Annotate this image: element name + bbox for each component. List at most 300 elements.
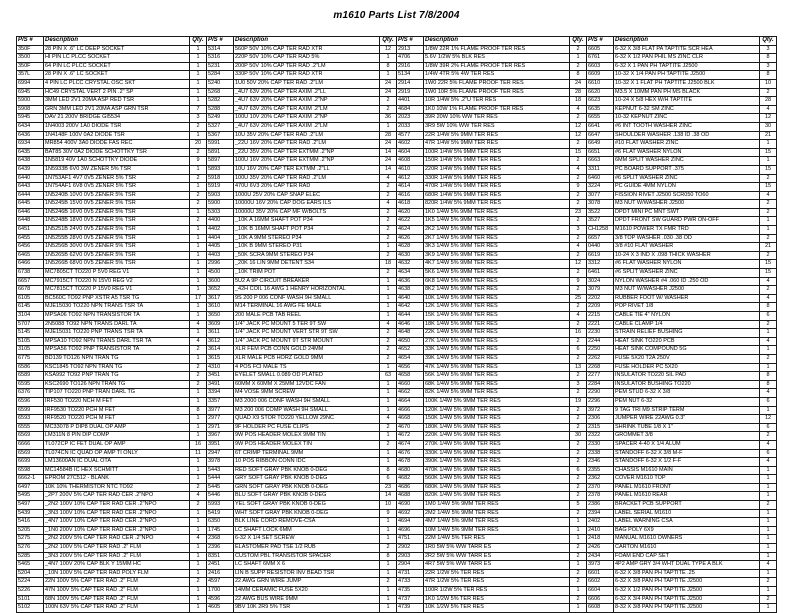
cell-description: 1N4003 200V 1A0 DIODE TSR — [44, 122, 190, 131]
cell-part-number: 2394 — [587, 509, 614, 518]
cell-qty: 1 — [760, 587, 777, 596]
cell-qty: 12 — [570, 122, 587, 131]
cell-description: M14 TERMINAL 16 AWG FE MALE — [234, 303, 380, 312]
cell-qty: 2 — [760, 88, 777, 97]
cell-qty: 28 — [570, 88, 587, 97]
header-row — [17, 37, 777, 46]
table-row — [17, 294, 777, 303]
cell-qty: 2 — [570, 578, 587, 587]
cell-part-number: 4672 — [397, 432, 424, 441]
cell-part-number: 3522 — [587, 208, 614, 217]
cell-description: 82K 1/4W 5% 9MM TER RES — [424, 389, 570, 398]
cell-description: M3 2000 006 CONF WASH 9H SMALL — [234, 397, 380, 406]
cell-part-number: 3224 — [587, 183, 614, 192]
cell-description: _4U7 63V 20% CAP TER AXIM .2"LL — [234, 88, 380, 97]
cell-part-number: 4688 — [397, 492, 424, 501]
cell-qty: 6 — [760, 397, 777, 406]
cell-description: PC GUIDE 4MM NYLON — [614, 183, 760, 192]
table-row — [17, 509, 777, 518]
cell-qty: 20 — [190, 140, 207, 149]
cell-qty: 4 — [760, 277, 777, 286]
cell-description: 220R 1/4W 5% 9MM TER RES — [424, 165, 570, 174]
cell-qty: 1 — [380, 604, 397, 613]
cell-qty: 2 — [380, 226, 397, 235]
cell-qty: 4 — [760, 440, 777, 449]
cell-qty: 1 — [760, 466, 777, 475]
cell-description: 39K 1/4W 5% 9MM TER RES — [424, 354, 570, 363]
cell-description: _10K B 9MM STEREO P31 — [234, 243, 380, 252]
cell-qty: 1 — [190, 251, 207, 260]
table-row — [17, 432, 777, 441]
cell-description: TL074CN IC QUAD OP AMP TI ONLY — [44, 449, 190, 458]
cell-qty: 1 — [380, 458, 397, 467]
cell-qty: 4 — [760, 458, 777, 467]
cell-part-number: 4620 — [397, 208, 424, 217]
cell-qty: 1 — [760, 483, 777, 492]
cell-description: _3N3 200V 5% CAP TER RAD .2" FLM — [44, 552, 190, 561]
cell-description: 1N753AF1 4V7 0V5 ZENER 5% TSR — [44, 174, 190, 183]
table-row — [17, 320, 777, 329]
cell-description: 470U 6V3 20% CAP TER RAD — [234, 183, 380, 192]
cell-description: 100R 1/4W 5% 9MM TER RES — [424, 148, 570, 157]
cell-description: 820R 1/4W 5% 9MM TER RES — [424, 200, 570, 209]
cell-description: 1K0 10W 1% FLAME PROOF TER RES — [424, 105, 570, 114]
cell-part-number: 6456 — [17, 243, 44, 252]
cell-qty: 2 — [190, 122, 207, 131]
cell-qty: 4 — [380, 200, 397, 209]
cell-qty: 1 — [380, 587, 397, 596]
cell-description: 6-32 X 1 PAN PH TAPTITE J2500 — [614, 62, 760, 71]
cell-description: MC14584B IC HEX SCHMITT — [44, 466, 190, 475]
cell-description: NYLON WASHER #4 .060 ID .250 OD — [614, 277, 760, 286]
table-row — [17, 62, 777, 71]
cell-part-number: 3500 — [17, 54, 44, 63]
cell-part-number: 2023 — [397, 114, 424, 123]
cell-qty: 16 — [570, 329, 587, 338]
cell-description: TIP107 TO220 PNP TRAN DARL TG — [44, 389, 190, 398]
cell-qty: 9 — [570, 183, 587, 192]
cell-qty: 1 — [190, 561, 207, 570]
cell-description: BRACKET PCB SUPPORT — [614, 501, 760, 510]
cell-description: 47N 100V 5% CAP TER RAD .2" FLM — [44, 587, 190, 596]
cell-description: 560K 1/4W 5% 9MM TER RES — [424, 475, 570, 484]
cell-qty: 2 — [380, 208, 397, 217]
cell-description: _22U 16V 20% CAP TER RAD .2"LM — [234, 140, 380, 149]
cell-part-number: 2434 — [587, 552, 614, 561]
cell-part-number: 6606 — [587, 595, 614, 604]
cell-part-number: 5445 — [207, 483, 234, 492]
cell-qty: 1 — [190, 432, 207, 441]
cell-qty: 1 — [190, 389, 207, 398]
cell-qty: 2 — [570, 286, 587, 295]
cell-part-number: 6647 — [587, 131, 614, 140]
cell-qty: 23 — [380, 483, 397, 492]
cell-description: _4U7 63V 20% CAP TER AXIM .2"NP — [234, 97, 380, 106]
cell-qty: 1 — [380, 286, 397, 295]
cell-description: _1N0 200V 10% CAP TER RAD CER .2"NPO — [44, 526, 190, 535]
cell-description: _50K SCRA 9MM STEREO P34 — [234, 251, 380, 260]
cell-description: RUBBER FOOT W/ WASHER — [614, 294, 760, 303]
cell-qty: 1 — [760, 140, 777, 149]
cell-description: 2R2 5W 5% WW TARR ES — [424, 552, 570, 561]
cell-description: 3/8 #10 FLAT WASHER — [614, 243, 760, 252]
cell-qty: 8 — [380, 466, 397, 475]
cell-description: 6T CRIMP TERMINAL 9MM — [234, 449, 380, 458]
cell-part-number: 1700 — [207, 587, 234, 596]
cell-part-number: 5282 — [207, 97, 234, 106]
cell-description: 330P 50V 10% CAP TER RAD XTR — [234, 71, 380, 80]
cell-description: _4N7 100V 20% CAP BLK Y 15MM HC — [44, 561, 190, 570]
cell-qty: 3 — [190, 114, 207, 123]
cell-description: 100K 1/4W 5% 9MM TER RES — [424, 397, 570, 406]
cell-part-number: 5275 — [17, 535, 44, 544]
cell-part-number: 6620 — [587, 88, 614, 97]
cell-qty: 1 — [190, 62, 207, 71]
cell-description: #6 SPLIT WASHER ZINC — [614, 174, 760, 183]
cell-description: CUSTOM PBL TRANSISTOR SPACER — [234, 552, 380, 561]
cell-part-number: 6657 — [587, 234, 614, 243]
cell-description: GRN 3MM LED 2V1 20MA ASP GRN TSR — [44, 105, 190, 114]
cell-part-number: 2202 — [587, 294, 614, 303]
cell-part-number: 4618 — [397, 200, 424, 209]
cell-description: 100U 35V 20% CAP TER RAD .2"LM — [234, 174, 380, 183]
cell-part-number: 6596 — [17, 397, 44, 406]
cell-qty: 1 — [570, 518, 587, 527]
cell-description: 15K 1/4W 5% 9MM TER RES — [424, 312, 570, 321]
cell-qty: 2 — [570, 406, 587, 415]
cell-qty: 1 — [190, 354, 207, 363]
cell-description: 1N5256B 30V0 0V5 ZENER 5% TSR — [44, 243, 190, 252]
cell-description: _10K A 9MM STEREO P34 — [234, 234, 380, 243]
cell-part-number: 5102 — [17, 604, 44, 613]
cell-part-number: 2977 — [207, 415, 234, 424]
cell-description: IRF9530 TO220 PCH M FET — [44, 406, 190, 415]
cell-part-number: 4690 — [397, 501, 424, 510]
page-title: m1610 Parts List 7/8/2004 — [333, 10, 460, 21]
cell-part-number: CH1258 — [587, 226, 614, 235]
cell-qty: 8 — [760, 54, 777, 63]
cell-qty: 1 — [760, 552, 777, 561]
cell-part-number: 2268 — [587, 363, 614, 372]
cell-qty: 2 — [570, 440, 587, 449]
cell-description: 10M 1/4W 5% 9MM TER RES — [424, 526, 570, 535]
cell-part-number: 6934 — [17, 140, 44, 149]
cell-description: EPROM 27C512 - BLANK — [44, 475, 190, 484]
cell-qty: 2 — [190, 191, 207, 200]
cell-description: 28 PIN X .6" LC SOCKET — [44, 71, 190, 80]
cell-qty: 1 — [190, 604, 207, 613]
cell-description: KSA992 TO92 PNP TRAN TG — [44, 372, 190, 381]
cell-description: MR854 400V 3A0 DIODE FAS REC — [44, 140, 190, 149]
cell-qty: 1 — [380, 406, 397, 415]
cell-part-number: 6662-1 — [17, 475, 44, 484]
cell-qty: 13 — [570, 363, 587, 372]
cell-qty: 1 — [190, 458, 207, 467]
cell-part-number: 4737 — [397, 595, 424, 604]
cell-part-number: 4739 — [397, 604, 424, 613]
cell-description: 10K 1/4W 5% 9MM TER RES — [424, 294, 570, 303]
cell-part-number: 2033 — [397, 122, 424, 131]
cell-qty: 1 — [760, 518, 777, 527]
cell-part-number: 6350 — [207, 518, 234, 527]
cell-part-number: 5134 — [397, 71, 424, 80]
cell-description: STANDOFF 6-32 X 3/8 M-F — [614, 449, 760, 458]
cell-description: 6-32 X 1/2 PAN PHIL MS ZINC CLR — [614, 54, 760, 63]
cell-qty: 18 — [570, 97, 587, 106]
cell-qty: 8 — [760, 372, 777, 381]
cell-description: 1/4" JACK PC MOUNT VERT STR 9T SW — [234, 329, 380, 338]
cell-qty: 3 — [570, 226, 587, 235]
cell-description: 9BV 10K 2R9 5% TSR — [234, 604, 380, 613]
table-row — [17, 329, 777, 338]
cell-qty: 1 — [190, 234, 207, 243]
cell-description: 1N5933B 6V0 3W ZENER 5% TSR — [44, 165, 190, 174]
table-row — [17, 88, 777, 97]
cell-description: PANEL M1610 FRONT — [614, 483, 760, 492]
cell-part-number: 6436 — [17, 131, 44, 140]
cell-description: 1U0 50V 20% CAP TER RAD .2"LM — [234, 79, 380, 88]
cell-description: _10K B 16MM SHAFT POT P34 — [234, 226, 380, 235]
cell-qty: 2 — [570, 157, 587, 166]
cell-qty: 2 — [570, 234, 587, 243]
cell-description: 9W POS HEADER MOLEX 9MM TIN — [234, 432, 380, 441]
cell-part-number: 5145 — [17, 329, 44, 338]
cell-description: HEAT SINK COMPOUND 5G — [614, 346, 760, 355]
cell-part-number: 6589 — [17, 372, 44, 381]
cell-qty: 4 — [760, 105, 777, 114]
cell-description: _20K 16 LIN 9MM DETENT S34 — [234, 260, 380, 269]
cell-description: LM13600AN IC DUAL OTA — [44, 458, 190, 467]
cell-qty: 2 — [570, 200, 587, 209]
cell-part-number: 2902 — [397, 544, 424, 553]
cell-description: FISSION RIVET J2500 SCR050 TO60 — [614, 191, 760, 200]
cell-description: BAG POLY 6X9 — [614, 526, 760, 535]
cell-part-number: 4630 — [397, 251, 424, 260]
cell-part-number: 8351 — [207, 552, 234, 561]
cell-part-number: 5707 — [17, 320, 44, 329]
cell-part-number: 4678 — [397, 458, 424, 467]
cell-description: 10-24 X 5/8 HEX W/H TAPTITE — [614, 97, 760, 106]
cell-part-number: 6593 — [17, 415, 44, 424]
cell-qty: 30 — [570, 432, 587, 441]
cell-description: M1610 POWER TX FMR TRD — [614, 226, 760, 235]
cell-description: FOAM END CAP SET — [614, 552, 760, 561]
cell-part-number: 3612 — [207, 337, 234, 346]
cell-qty: 1 — [190, 45, 207, 54]
cell-part-number: 3357 — [207, 397, 234, 406]
cell-description: _10N 100V 5% CAP TER RAD POLY FLM — [44, 569, 190, 578]
cell-description: 6-32 X 3/8 PAN PH TAPTITE .25 — [614, 569, 760, 578]
table-row — [17, 54, 777, 63]
table-row — [17, 535, 777, 544]
cell-part-number: 4626 — [397, 234, 424, 243]
cell-qty: 2 — [570, 569, 587, 578]
cell-part-number: 2230 — [587, 329, 614, 338]
cell-qty: 4 — [380, 174, 397, 183]
cell-description: BD139 TO126 NPN TRAN TG — [44, 354, 190, 363]
cell-description: CHASSIS M1610 MAIN — [614, 466, 760, 475]
cell-qty: 8 — [570, 71, 587, 80]
cell-qty: 1 — [190, 303, 207, 312]
cell-description: BLK LINE CORD REMOVE-CSA — [234, 518, 380, 527]
cell-qty: 2 — [190, 363, 207, 372]
cell-qty: 1 — [190, 269, 207, 278]
cell-part-number: 3615 — [207, 354, 234, 363]
cell-qty: 36 — [380, 114, 397, 123]
cell-part-number: 6443 — [17, 183, 44, 192]
cell-qty: 1 — [570, 526, 587, 535]
cell-description: 10-32 X 1/4 PAN PH TAPTITE J2500 — [614, 71, 760, 80]
cell-part-number: 3104 — [17, 312, 44, 321]
table-row — [17, 140, 777, 149]
cell-part-number: 0440 — [587, 243, 614, 252]
cell-qty: 1 — [190, 165, 207, 174]
cell-description: 10R 1/4W 5% .2"U TER RES — [424, 97, 570, 106]
cell-part-number: 4658 — [397, 372, 424, 381]
cell-part-number: 5891 — [207, 148, 234, 157]
table-row — [17, 131, 777, 140]
cell-description: XLR FEM PCB CONN GOLD 24MM — [234, 346, 380, 355]
table-row — [17, 518, 777, 527]
cell-description: 4K7 1/4W 5% 9MM TER RES — [424, 260, 570, 269]
cell-part-number: 4648 — [397, 329, 424, 338]
table-row — [17, 71, 777, 80]
cell-part-number: 2284 — [587, 380, 614, 389]
cell-description: COVER M1610 TOP — [614, 475, 760, 484]
cell-description: 470K 1/4W 5% 9MM TER RES — [424, 466, 570, 475]
cell-qty: 8 — [380, 62, 397, 71]
cell-part-number: 5919 — [207, 183, 234, 192]
cell-part-number: 5205 — [17, 526, 44, 535]
cell-part-number: 4401 — [397, 97, 424, 106]
cell-qty: 1 — [570, 535, 587, 544]
cell-description: 4M7 1/4W 5% 9MM TER RES — [424, 518, 570, 527]
cell-description: 680K 1/4W 5% 9MM TER RES — [424, 483, 570, 492]
cell-qty: 2 — [760, 578, 777, 587]
cell-qty: 2 — [380, 440, 397, 449]
table-row — [17, 260, 777, 269]
cell-qty: 2 — [380, 346, 397, 355]
cell-part-number: 4402 — [207, 226, 234, 235]
cell-description: RED SOFT GRAY PBK KNOB 0-DEG — [234, 466, 380, 475]
cell-description: 2M2 1/4W 5% 9MM TER RES — [424, 509, 570, 518]
cell-qty: 2 — [570, 458, 587, 467]
cell-description: 33K 1/4W 5% 9MM TER RES — [424, 346, 570, 355]
cell-part-number: 3105 — [17, 346, 44, 355]
cell-description: DPDT FRONT SW GUARD PWR ON-OFF — [614, 217, 760, 226]
cell-description: 10-24 X 3 IND X .098 THICK WASHER — [614, 251, 760, 260]
cell-part-number: 4405 — [207, 243, 234, 252]
cell-description: ELASTOMER PAD TSE 1/2 RUB — [234, 544, 380, 553]
cell-part-number: 4624 — [397, 226, 424, 235]
cell-description: 28 PIN X .6" LC DEEP SOCKET — [44, 45, 190, 54]
cell-description: 1/8W 22R 1% FLAME PROOF TER RES — [424, 45, 570, 54]
cell-qty: 2 — [570, 492, 587, 501]
parts-table — [16, 36, 777, 613]
cell-qty: 1 — [190, 183, 207, 192]
cell-part-number: 3972 — [587, 406, 614, 415]
cell-part-number: 5284 — [207, 71, 234, 80]
cell-qty: 15 — [760, 269, 777, 278]
cell-part-number: 4646 — [397, 320, 424, 329]
cell-part-number: 5495 — [17, 492, 44, 501]
cell-description: #6 SPLIT WASHER ZINC — [614, 269, 760, 278]
cell-qty: 1 — [760, 509, 777, 518]
cell-description: 560P 50V 10% CAP TER RAD XTR — [234, 45, 380, 54]
cell-qty: 8 — [760, 380, 777, 389]
cell-qty: 1 — [760, 475, 777, 484]
cell-description: MPSA06 TO92 NPN TRANSISTOR TA — [44, 312, 190, 321]
cell-part-number: 3077 — [587, 191, 614, 200]
table-row — [17, 226, 777, 235]
cell-part-number: 3600 — [207, 277, 234, 286]
cell-qty: 2 — [190, 148, 207, 157]
cell-qty: 6 — [570, 346, 587, 355]
cell-part-number: 4666 — [397, 406, 424, 415]
cell-qty: 12 — [760, 114, 777, 123]
cell-part-number: 5288 — [207, 105, 234, 114]
cell-qty: 2 — [570, 303, 587, 312]
cell-qty: 1 — [380, 294, 397, 303]
cell-qty: 2 — [380, 337, 397, 346]
cell-description: 100U 16V 20% CAP TER EXTMM .2"NP — [234, 157, 380, 166]
cell-qty: 2 — [570, 174, 587, 183]
cell-part-number: 2418 — [587, 535, 614, 544]
cell-description: 64 PIN LC PLCC SOCKET — [44, 62, 190, 71]
cell-description: M3 NUT W/WASHER J2500 — [614, 200, 760, 209]
cell-part-number: 2903 — [397, 552, 424, 561]
cell-part-number: 5419 — [207, 509, 234, 518]
cell-part-number: 4674 — [397, 440, 424, 449]
cell-part-number: 6678 — [17, 286, 44, 295]
cell-qty: 1 — [380, 595, 397, 604]
cell-qty: 2 — [570, 62, 587, 71]
cell-description: XLR MALE PCB HORZ GOLD 9MM — [234, 354, 380, 363]
table-row — [17, 587, 777, 596]
cell-qty: 28 — [380, 131, 397, 140]
cell-description: FUSE HOLDER PC 5X20 — [614, 363, 760, 372]
cell-qty: 1 — [760, 535, 777, 544]
table-row — [17, 174, 777, 183]
table-row — [17, 269, 777, 278]
cell-description: IRF9520 TO220 PCH M FET — [44, 415, 190, 424]
cell-qty: 1 — [190, 423, 207, 432]
cell-qty: 1 — [570, 54, 587, 63]
cell-qty: 6 — [760, 423, 777, 432]
cell-qty: 4 — [760, 389, 777, 398]
cell-description: _42H COIL 16 AWG 1 HENRY HORIZONTAL — [234, 286, 380, 295]
cell-qty: 12 — [380, 45, 397, 54]
cell-qty: 2 — [570, 337, 587, 346]
cell-description: 39R 20W 10% WW TER RES — [424, 114, 570, 123]
table-row — [17, 165, 777, 174]
cell-qty: 2 — [380, 234, 397, 243]
table-row — [17, 578, 777, 587]
cell-part-number: 3617 — [207, 294, 234, 303]
cell-part-number: 6761 — [587, 54, 614, 63]
table-row — [17, 251, 777, 260]
cell-description: 6-32 X 3/8 FLAT PA TAPTITE SCR HEA — [614, 45, 760, 54]
cell-part-number: 5918 — [207, 174, 234, 183]
cell-description: 220P 50V 10% CAP TER RAD 5% — [234, 54, 380, 63]
cell-part-number: 6602 — [587, 578, 614, 587]
cell-part-number: 6446 — [17, 208, 44, 217]
cell-part-number: 3491 — [207, 380, 234, 389]
cell-part-number: 3312 — [587, 260, 614, 269]
cell-qty: 2 — [380, 578, 397, 587]
column-header: Qty. — [570, 37, 587, 46]
cell-qty: 2 — [570, 595, 587, 604]
